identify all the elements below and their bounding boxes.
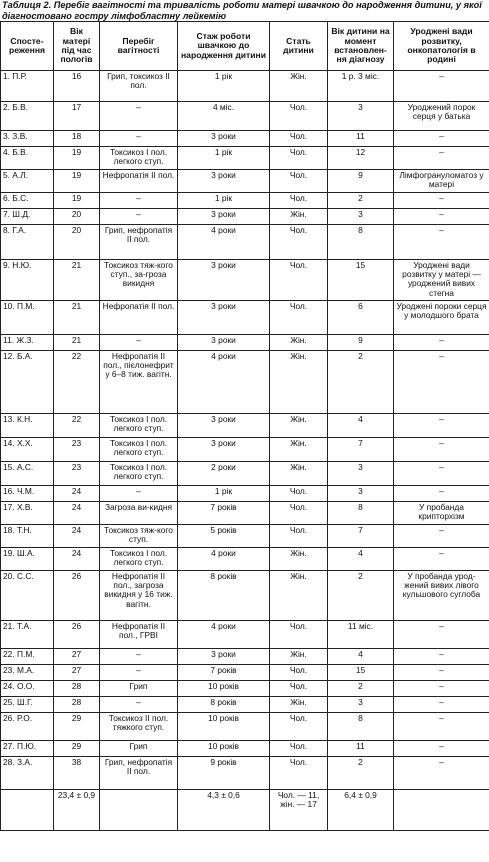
pregnancy-cell: – [100,335,178,351]
child-age-cell: 8 [328,713,394,741]
mother-age-cell: 23,4 ± 0,9 [54,790,100,831]
child-sex-cell: Чол. — 11, жін. — 17 [270,790,328,831]
child-age-cell: 2 [328,681,394,697]
work-experience-cell: 3 роки [178,301,270,335]
child-age-cell: 2 [328,571,394,621]
table-row [1,260,489,301]
mother-age-cell: 17 [54,102,100,131]
child-age-cell: 9 [328,335,394,351]
child-age-cell: 3 [328,209,394,225]
anomalies-cell: – [394,713,489,741]
table-row [1,681,489,697]
work-experience-cell: 4 роки [178,548,270,571]
pregnancy-cell: – [100,193,178,209]
pregnancy-cell [100,790,178,831]
observation-cell: 22. П.М. [1,649,54,665]
mother-age-cell: 23 [54,462,100,486]
observation-cell: 3. З.В. [1,131,54,147]
table-row [1,665,489,681]
table-row [1,525,489,548]
child-age-cell: 4 [328,649,394,665]
work-experience-cell: 7 років [178,665,270,681]
table-row [1,438,489,462]
work-experience-cell: 10 років [178,681,270,697]
mother-age-cell: 26 [54,621,100,649]
pregnancy-cell: – [100,697,178,713]
observation-cell: 28. З.А. [1,757,54,790]
child-age-cell: 7 [328,525,394,548]
observation-cell: 9. Н.Ю. [1,260,54,301]
pregnancy-cell: Токсикоз I пол. легкого ступ. [100,548,178,571]
observation-cell: 25. Ш.Г. [1,697,54,713]
child-sex-cell: Чол. [270,486,328,502]
work-experience-cell: 2 роки [178,462,270,486]
anomalies-cell: У пробанда урод-жений вивих лівого кульшового суглоба [394,571,489,621]
child-sex-cell: Чол. [270,193,328,209]
pregnancy-cell: Нефропатія II пол. [100,170,178,193]
anomalies-cell: – [394,351,489,414]
anomalies-cell: Лімфогрануломатоз у матері [394,170,489,193]
mother-age-cell: 16 [54,71,100,102]
anomalies-cell: – [394,548,489,571]
col-header-child-sex: Стать дитини [270,22,328,71]
mother-age-cell: 28 [54,697,100,713]
anomalies-cell: – [394,741,489,757]
pregnancy-cell: Нефропатія II пол., ГРВІ [100,621,178,649]
work-experience-cell: 7 років [178,502,270,525]
child-age-cell: 11 [328,741,394,757]
observation-cell: 4. Б.В. [1,147,54,170]
pregnancy-cell: Грип, токсикоз II пол. [100,71,178,102]
work-experience-cell: 4 роки [178,225,270,260]
work-experience-cell: 4 роки [178,351,270,414]
anomalies-cell: – [394,147,489,170]
header-row [1,22,489,71]
child-age-cell: 1 р. 3 міс. [328,71,394,102]
pregnancy-cell: Грип [100,681,178,697]
work-experience-cell: 3 роки [178,260,270,301]
col-header-work-experience: Стаж роботи швачкою до народження дитини [178,22,270,71]
pregnancy-cell: Токсикоз I пол. легкого ступ. [100,414,178,438]
anomalies-cell: – [394,757,489,790]
table-row [1,697,489,713]
mother-age-cell: 29 [54,741,100,757]
table-row [1,147,489,170]
work-experience-cell: 10 років [178,741,270,757]
child-sex-cell: Жін. [270,649,328,665]
child-sex-cell: Чол. [270,665,328,681]
pregnancy-cell: – [100,486,178,502]
observation-cell: 20. С.С. [1,571,54,621]
pregnancy-cell: Нефропатія II пол., загроза викидня у 16 тиж. вагітн. [100,571,178,621]
child-age-cell: 4 [328,414,394,438]
mother-age-cell: 23 [54,438,100,462]
child-sex-cell: Чол. [270,757,328,790]
observation-cell: 1. П.Р. [1,71,54,102]
anomalies-cell: У пробанда крипторхізм [394,502,489,525]
table-row [1,193,489,209]
work-experience-cell: 3 роки [178,209,270,225]
anomalies-cell: – [394,486,489,502]
pregnancy-cell: – [100,131,178,147]
table-row [1,414,489,438]
child-age-cell: 7 [328,438,394,462]
observation-cell: 27. П.Ю. [1,741,54,757]
table-row [1,462,489,486]
child-sex-cell: Жін. [270,548,328,571]
work-experience-cell: 8 років [178,697,270,713]
table-row [1,335,489,351]
anomalies-cell: – [394,665,489,681]
observation-cell: 26. Р.О. [1,713,54,741]
pregnancy-cell: Грип, нефропатія II пол. [100,225,178,260]
anomalies-cell: Уроджені вади розвитку у матері — уроджений вивих стегна [394,260,489,301]
mother-age-cell: 21 [54,301,100,335]
observation-cell: 7. Ш.Д. [1,209,54,225]
work-experience-cell: 4 роки [178,621,270,649]
anomalies-cell: – [394,193,489,209]
child-sex-cell: Чол. [270,225,328,260]
pregnancy-cell: Токсикоз I пол. легкого ступ. [100,462,178,486]
child-sex-cell: Жін. [270,697,328,713]
anomalies-cell: – [394,525,489,548]
mother-age-cell: 27 [54,665,100,681]
col-header-pregnancy: Перебіг вагітності [100,22,178,71]
table-row [1,502,489,525]
mother-age-cell: 22 [54,414,100,438]
pregnancy-cell: – [100,209,178,225]
table-row [1,486,489,502]
table-row [1,102,489,131]
observation-cell: 2. Б.В. [1,102,54,131]
pregnancy-cell: Токсикоз тяж-кого ступ., за-гроза викидня [100,260,178,301]
child-age-cell: 4 [328,548,394,571]
observation-cell: 14. Х.Х. [1,438,54,462]
anomalies-cell: – [394,438,489,462]
anomalies-cell: – [394,681,489,697]
observation-cell: 12. Б.А. [1,351,54,414]
mother-age-cell: 22 [54,351,100,414]
anomalies-cell: – [394,462,489,486]
child-age-cell: 15 [328,665,394,681]
col-header-mother-age: Вік матері під час пологів [54,22,100,71]
child-age-cell: 3 [328,102,394,131]
child-sex-cell: Чол. [270,170,328,193]
mother-age-cell: 24 [54,525,100,548]
pregnancy-cell: Токсикоз II пол. тяжкого ступ. [100,713,178,741]
table-row [1,713,489,741]
observation-cell: 24. О.О. [1,681,54,697]
table-row [1,548,489,571]
child-age-cell: 3 [328,462,394,486]
work-experience-cell: 8 років [178,571,270,621]
child-age-cell: 15 [328,260,394,301]
table-row [1,301,489,335]
anomalies-cell: – [394,414,489,438]
observation-cell: 21. Т.А. [1,621,54,649]
pregnancy-cell: Грип, нефропатія II пол. [100,757,178,790]
child-sex-cell: Чол. [270,301,328,335]
child-sex-cell: Чол. [270,681,328,697]
observation-cell [1,790,54,831]
mother-age-cell: 29 [54,713,100,741]
child-sex-cell: Чол. [270,260,328,301]
work-experience-cell: 3 роки [178,335,270,351]
anomalies-cell: – [394,209,489,225]
observation-cell: 19. Ш.А. [1,548,54,571]
anomalies-cell: – [394,71,489,102]
child-age-cell: 12 [328,147,394,170]
work-experience-cell: 9 років [178,757,270,790]
pregnancy-cell: Загроза ви-кидня [100,502,178,525]
mother-age-cell: 24 [54,548,100,571]
anomalies-cell: – [394,621,489,649]
child-sex-cell: Жін. [270,462,328,486]
child-sex-cell: Жін. [270,71,328,102]
mother-age-cell: 20 [54,209,100,225]
child-age-cell: 11 [328,131,394,147]
work-experience-cell: 10 років [178,713,270,741]
child-sex-cell: Чол. [270,147,328,170]
mother-age-cell: 21 [54,335,100,351]
mother-age-cell: 19 [54,170,100,193]
anomalies-cell: Уроджений порок серця у батька [394,102,489,131]
mother-age-cell: 24 [54,502,100,525]
observation-cell: 13. К.Н. [1,414,54,438]
observation-cell: 18. Т.Н. [1,525,54,548]
observation-cell: 11. Ж.З. [1,335,54,351]
work-experience-cell: 1 рік [178,486,270,502]
work-experience-cell: 1 рік [178,193,270,209]
observation-cell: 15. А.С. [1,462,54,486]
child-sex-cell: Чол. [270,741,328,757]
table-row [1,209,489,225]
mother-age-cell: 26 [54,571,100,621]
child-age-cell: 3 [328,486,394,502]
pregnancy-cell: Токсикоз I пол. легкого ступ. [100,438,178,462]
anomalies-cell: – [394,697,489,713]
col-header-anomalies: Уроджені вади розвитку, онкопатологія в родині [394,22,489,71]
child-age-cell: 8 [328,225,394,260]
table-row [1,131,489,147]
child-sex-cell: Чол. [270,525,328,548]
child-sex-cell: Жін. [270,351,328,414]
pregnancy-cell: – [100,102,178,131]
child-sex-cell: Жін. [270,209,328,225]
summary-row [1,790,489,831]
work-experience-cell: 4 міс. [178,102,270,131]
child-sex-cell: Чол. [270,621,328,649]
child-age-cell: 3 [328,697,394,713]
child-sex-cell: Чол. [270,502,328,525]
table-row [1,71,489,102]
table-row [1,757,489,790]
mother-age-cell: 38 [54,757,100,790]
observation-cell: 23. М.А. [1,665,54,681]
mother-age-cell: 24 [54,486,100,502]
table-row [1,170,489,193]
child-sex-cell: Чол. [270,131,328,147]
work-experience-cell: 1 рік [178,147,270,170]
work-experience-cell: 3 роки [178,649,270,665]
mother-age-cell: 18 [54,131,100,147]
observation-cell: 16. Ч.М. [1,486,54,502]
pregnancy-cell: Грип [100,741,178,757]
pregnancy-cell: – [100,665,178,681]
mother-age-cell: 28 [54,681,100,697]
child-sex-cell: Чол. [270,102,328,131]
anomalies-cell: – [394,131,489,147]
observation-cell: 6. Б.С. [1,193,54,209]
work-experience-cell: 1 рік [178,71,270,102]
work-experience-cell: 3 роки [178,414,270,438]
pregnancy-cell: Токсикоз I пол. легкого ступ. [100,147,178,170]
child-sex-cell: Жін. [270,414,328,438]
table-row [1,649,489,665]
child-age-cell: 2 [328,193,394,209]
child-age-cell: 6,4 ± 0,9 [328,790,394,831]
child-age-cell: 6 [328,301,394,335]
data-table [0,21,489,831]
col-header-observation: Спосте-реження [1,22,54,71]
work-experience-cell: 3 роки [178,131,270,147]
work-experience-cell: 3 роки [178,438,270,462]
table-row [1,741,489,757]
mother-age-cell: 19 [54,147,100,170]
anomalies-cell: Уроджені пороки серця у молодшого брата [394,301,489,335]
pregnancy-cell: Токсикоз тяж-кого ступ. [100,525,178,548]
mother-age-cell: 27 [54,649,100,665]
observation-cell: 17. Х.В. [1,502,54,525]
table-row [1,571,489,621]
mother-age-cell: 21 [54,260,100,301]
pregnancy-cell: Нефропатія II пол., пієлонефрит у 6–8 тиж. вагітн. [100,351,178,414]
pregnancy-cell: Нефропатія II пол. [100,301,178,335]
anomalies-cell: – [394,335,489,351]
child-age-cell: 2 [328,351,394,414]
table-row [1,351,489,414]
observation-cell: 5. А.Л. [1,170,54,193]
child-age-cell: 11 міс. [328,621,394,649]
child-sex-cell: Чол. [270,713,328,741]
child-sex-cell: Жін. [270,438,328,462]
anomalies-cell: – [394,649,489,665]
observation-cell: 10. П.М. [1,301,54,335]
work-experience-cell: 4,3 ± 0,6 [178,790,270,831]
observation-cell: 8. Г.А. [1,225,54,260]
work-experience-cell: 3 роки [178,170,270,193]
child-age-cell: 8 [328,502,394,525]
mother-age-cell: 19 [54,193,100,209]
mother-age-cell: 20 [54,225,100,260]
table-caption: Таблиця 2. Перебіг вагітності та тривалість роботи матері швачкою до народження дитини, у якої діагностовано гостру лімфобластну лейкемію [2,0,482,21]
anomalies-cell [394,790,489,831]
child-sex-cell: Жін. [270,571,328,621]
work-experience-cell: 5 років [178,525,270,548]
col-header-child-age: Вік дитини на момент встановлен-ня діагнозу [328,22,394,71]
pregnancy-cell: – [100,649,178,665]
child-age-cell: 2 [328,757,394,790]
table-row [1,621,489,649]
anomalies-cell: – [394,225,489,260]
child-age-cell: 9 [328,170,394,193]
child-sex-cell: Жін. [270,335,328,351]
table-row [1,225,489,260]
